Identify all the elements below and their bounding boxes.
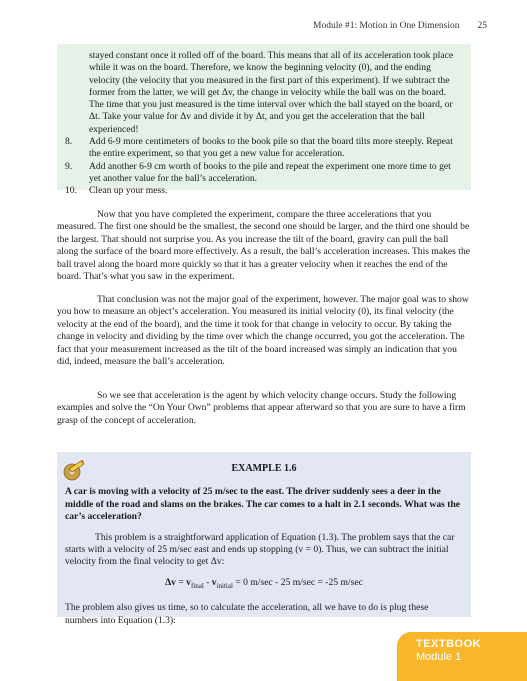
example-explanation: This problem is a straightforward application of Equation (1.3). The problem says that the car starts with a velocity of 25 m/sec east and ends up stopping (v = 0). Thus, we can subtract the initial velocity from the final velocity to get Δv: (65, 531, 455, 568)
equation-minus: - (203, 576, 212, 588)
paragraph-text: So we see that acceleration is the agent by which velocity change occurs. Study the following examples and solve the “On Your Own” problems that appear afterward so that you are sure to have a firm grasp of the concept of acceleration. (57, 390, 466, 426)
example-title: EXAMPLE 1.6 (231, 463, 297, 474)
textbook-badge (397, 632, 527, 681)
equation-sub-initial: initial (216, 581, 233, 590)
equation-rhs: = 0 m/sec - 25 m/sec = -25 m/sec (232, 576, 363, 588)
experiment-step (65, 161, 463, 186)
header-title: Module #1: Motion in One Dimension (313, 21, 460, 31)
body-paragraph (57, 390, 471, 427)
experiment-steps (65, 136, 463, 197)
badge-line1: TEXTBOOK (416, 638, 482, 650)
step-text: Add another 6-9 cm worth of books to the pile and repeat the experiment one more time to get yet another value for the ball’s acceleration. (89, 160, 451, 184)
equation-v-final: v (186, 576, 191, 588)
equation-sub-final: final (190, 581, 204, 590)
example-question: A car is moving with a velocity of 25 m/sec to the east. The driver suddenly sees a deer in the middle of the road and slams on the brakes. The car comes to a halt in 2.1 seconds. What was the car’s acceleration? (65, 486, 461, 523)
pencil-cd-icon (63, 459, 85, 481)
paragraph-text: That conclusion was not the major goal of the experiment, however. The major goal was to show you how to measure an object’s acceleration. You measured its initial velocity (0), its final velocity (the velocity at the end of the board), and the time it took for that change in velocity to occur. By taking the change in velocity and dividing by the time over which the change occurred, you got the acceleration. The fact that your measurement increased as the tilt of the board increased was simply an indication that you did, indeed, measure the ball’s acceleration. (57, 294, 469, 368)
page-number: 25 (477, 21, 487, 31)
step-text: Clean up your mess. (89, 185, 168, 197)
experiment-step (65, 185, 463, 197)
body-paragraph (57, 294, 471, 368)
badge-line2: Module 1 (416, 651, 462, 663)
example-box (57, 452, 471, 626)
example-followup: The problem also gives us time, so to calculate the acceleration, all we have to do is plug these numbers into Equation (1.3): (65, 602, 429, 626)
step-number: 9. (65, 160, 73, 172)
experiment-box (57, 44, 471, 197)
experiment-step (65, 136, 463, 161)
equation-v-initial: v (211, 576, 217, 588)
running-header (313, 21, 487, 31)
experiment-continuation: stayed constant once it rolled off of the board. This means that all of its acceleration took place while it was on the board. Therefore, we know the beginning velocity (0), and the ending velocity (the velocity that you measured in the first part of this experiment). If we subtract the former from the latter, we will get Δv, the change in velocity while the ball was on the board. The time that you just measured is the time interval over which the ball stayed on the board, or Δt. Take your value for Δv and divide it by Δt, and you get the acceleration that the ball experienced! (89, 50, 454, 135)
velocity-equation: $\Delta v = v_{final} - v_{initial} = 0$ m/sec - 25 m/sec = -25 m/sec (165, 576, 363, 590)
equation-lhs: Δv (165, 576, 176, 588)
body-paragraph (57, 209, 471, 283)
step-number: 10. (65, 185, 77, 197)
step-number: 8. (65, 136, 73, 148)
step-text: Add 6-9 more centimeters of books to the book pile so that the board tilts more steeply. Repeat the entire experiment, so that you get a new value for acceleration. (89, 136, 453, 160)
paragraph-text: Now that you have completed the experiment, compare the three accelerations that you measured. The first one should be the smallest, the second one should be larger, and the third one should be the largest. That should not surprise you. As you increase the tilt of the board, gravity can pull the ball along the surface of the board more effectively. As a result, the ball’s acceleration increases. This makes the ball travel along the board more quickly so that it has a greater velocity when it reaches the end of the board. That’s what you saw in the experiment. (57, 209, 470, 283)
